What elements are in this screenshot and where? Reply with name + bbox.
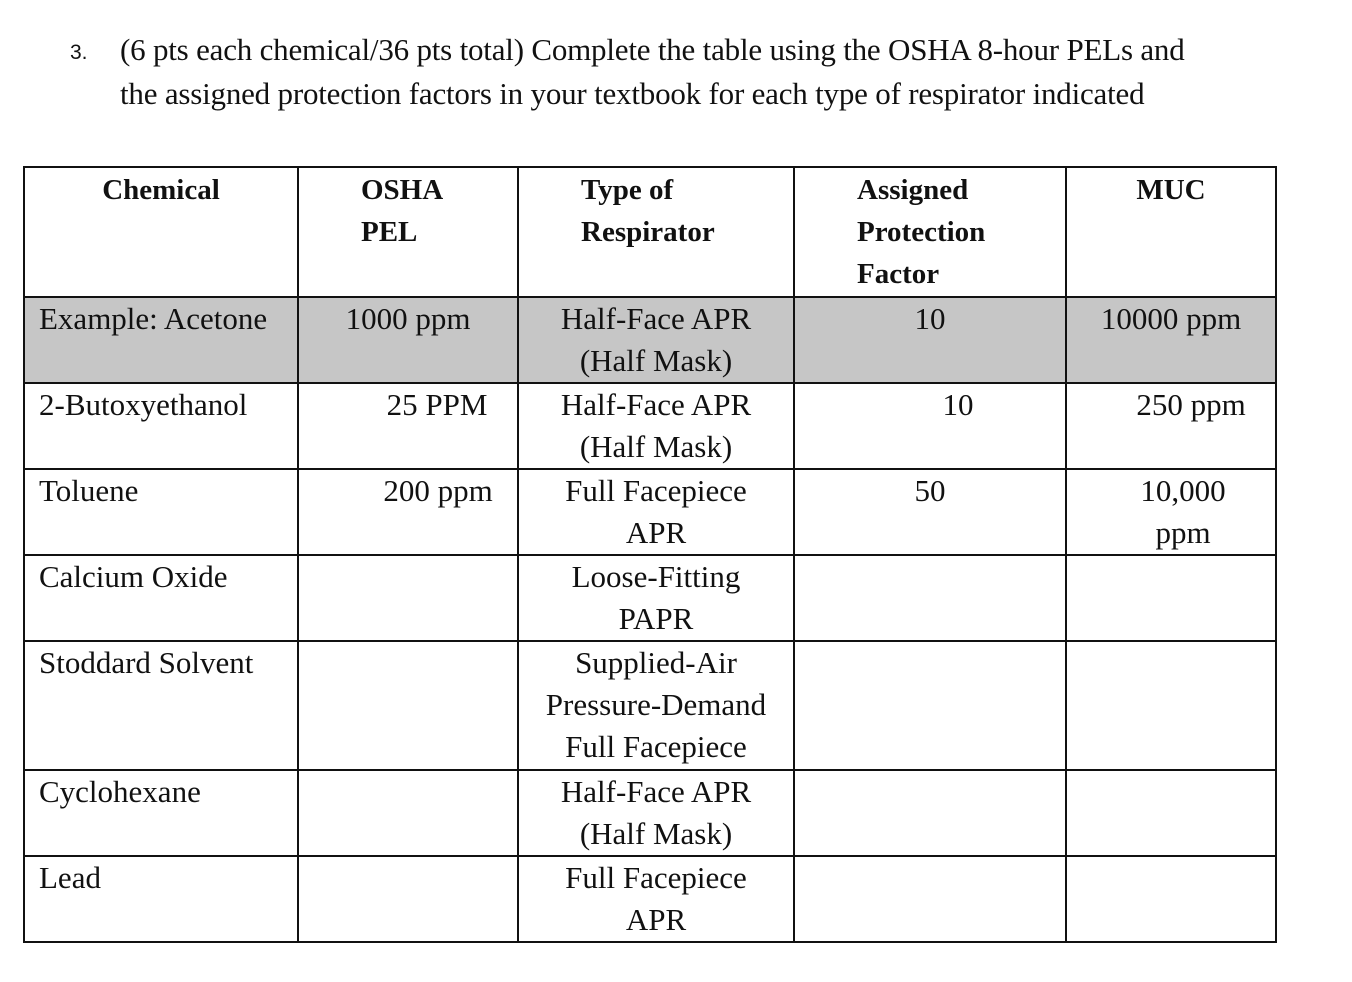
- pel-value: 25 PPM: [386, 387, 488, 422]
- cell-apf[interactable]: [794, 641, 1066, 770]
- respirator-table: [23, 166, 1277, 943]
- respirator-line: (Half Mask): [579, 816, 733, 851]
- header-respirator-type: [518, 167, 794, 297]
- chemical-name: Calcium Oxide: [39, 559, 228, 594]
- respirator-line: APR: [625, 515, 687, 550]
- cell-respirator: [518, 641, 794, 770]
- chemical-name: Lead: [39, 860, 101, 895]
- cell-respirator: [518, 383, 794, 469]
- respirator-line: (Half Mask): [579, 429, 733, 464]
- respirator-line: PAPR: [618, 601, 694, 636]
- table-row: [24, 555, 1276, 641]
- chemical-name: Stoddard Solvent: [39, 645, 254, 680]
- header-apf-line: Factor: [857, 258, 940, 290]
- respirator-line: Full Facepiece: [565, 860, 747, 895]
- cell-pel[interactable]: [298, 555, 518, 641]
- cell-muc[interactable]: [1066, 383, 1276, 469]
- question-line: the assigned protection factors in your textbook for each type of respirator indicated: [120, 76, 1145, 111]
- cell-apf[interactable]: [794, 383, 1066, 469]
- header-pel-line: OSHA: [361, 174, 444, 206]
- header-muc: [1066, 167, 1276, 297]
- respirator-line: Half-Face APR: [560, 301, 752, 336]
- chemical-name: Toluene: [39, 473, 139, 508]
- header-pel-line: PEL: [361, 216, 418, 248]
- question-text: [120, 28, 1300, 116]
- table-row-example: [24, 297, 1276, 383]
- chemical-name: Example: Acetone: [39, 301, 268, 336]
- table-row: [24, 856, 1276, 942]
- respirator-line: Supplied-Air: [575, 645, 737, 680]
- cell-muc[interactable]: [1066, 856, 1276, 942]
- apf-value: 50: [914, 473, 946, 508]
- cell-respirator: [518, 469, 794, 555]
- cell-respirator: [518, 856, 794, 942]
- cell-apf[interactable]: [794, 555, 1066, 641]
- cell-chemical: [24, 555, 298, 641]
- cell-pel[interactable]: [298, 641, 518, 770]
- chemical-name: Cyclohexane: [39, 774, 201, 809]
- muc-value: 10000 ppm: [1100, 301, 1242, 336]
- respirator-line: Full Facepiece: [565, 729, 747, 764]
- chemical-name: 2-Butoxyethanol: [39, 387, 248, 422]
- header-muc-label: MUC: [1136, 174, 1206, 206]
- header-osha-pel: [298, 167, 518, 297]
- cell-pel[interactable]: [298, 469, 518, 555]
- cell-muc[interactable]: [1066, 555, 1276, 641]
- cell-muc[interactable]: [1066, 469, 1276, 555]
- header-row: [24, 167, 1276, 297]
- header-assigned-protection-factor: [794, 167, 1066, 297]
- respirator-line: Half-Face APR: [560, 387, 752, 422]
- cell-chemical: [24, 297, 298, 383]
- cell-pel[interactable]: [298, 383, 518, 469]
- cell-chemical: [24, 770, 298, 856]
- question-line: (6 pts each chemical/36 pts total) Complete the table using the OSHA 8-hour PELs and: [120, 32, 1185, 67]
- respirator-line: Pressure-Demand: [545, 687, 767, 722]
- cell-apf[interactable]: [794, 856, 1066, 942]
- respirator-line: Half-Face APR: [560, 774, 752, 809]
- cell-pel[interactable]: [298, 770, 518, 856]
- cell-chemical: [24, 383, 298, 469]
- header-respirator-line: Type of: [581, 174, 674, 206]
- cell-respirator: [518, 555, 794, 641]
- muc-value: 10,000: [1140, 473, 1226, 508]
- cell-apf[interactable]: [794, 469, 1066, 555]
- cell-respirator: [518, 297, 794, 383]
- header-apf-line: Protection: [857, 216, 986, 248]
- cell-apf[interactable]: [794, 770, 1066, 856]
- cell-pel: [298, 297, 518, 383]
- question-number: 3.: [70, 41, 88, 64]
- respirator-line: (Half Mask): [579, 343, 733, 378]
- cell-muc[interactable]: [1066, 770, 1276, 856]
- cell-apf: [794, 297, 1066, 383]
- cell-respirator: [518, 770, 794, 856]
- muc-value: 250 ppm: [1136, 387, 1246, 422]
- respirator-line: APR: [625, 902, 687, 937]
- apf-value: 10: [914, 301, 946, 336]
- header-respirator-line: Respirator: [581, 216, 715, 248]
- apf-value: 10: [942, 387, 974, 422]
- table-row: [24, 641, 1276, 770]
- table-row: [24, 469, 1276, 555]
- pel-value: 1000 ppm: [345, 301, 471, 336]
- header-apf-line: Assigned: [857, 174, 969, 206]
- table-row: [24, 383, 1276, 469]
- cell-chemical: [24, 641, 298, 770]
- cell-pel[interactable]: [298, 856, 518, 942]
- muc-value: ppm: [1155, 515, 1211, 550]
- respirator-line: Full Facepiece: [565, 473, 747, 508]
- cell-chemical: [24, 856, 298, 942]
- table-row: [24, 770, 1276, 856]
- header-chemical: [24, 167, 298, 297]
- respirator-line: Loose-Fitting: [571, 559, 741, 594]
- cell-muc: [1066, 297, 1276, 383]
- cell-muc[interactable]: [1066, 641, 1276, 770]
- header-chemical-label: Chemical: [102, 174, 220, 206]
- pel-value: 200 ppm: [383, 473, 493, 508]
- cell-chemical: [24, 469, 298, 555]
